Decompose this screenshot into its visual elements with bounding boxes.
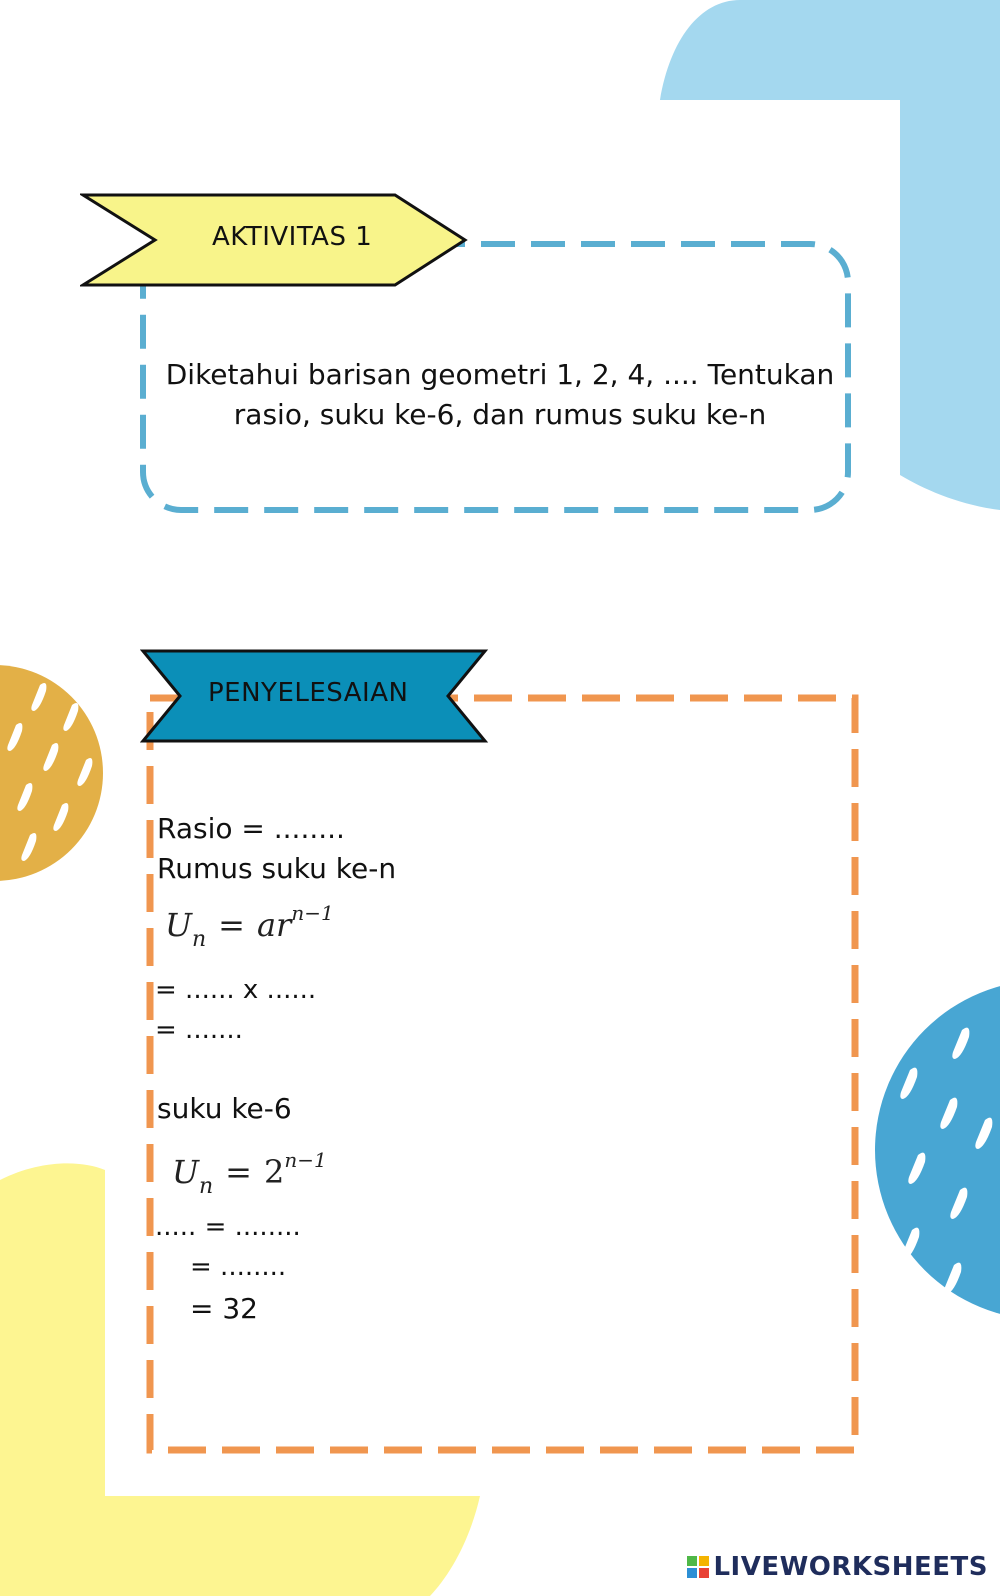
formula-specific: $U_n = 2^{n-1}$ [172,1148,327,1199]
calc-line-2: = ........ [190,1252,287,1282]
liveworksheets-brand [687,1552,988,1582]
rumus-label: Rumus suku ke-n [157,852,397,885]
activity-task-text: Diketahui barisan geometri 1, 2, 4, .... Tentukan rasio, suku ke-6, dan rumus suku ke-n [165,358,835,431]
step-multiply: = ...... x ...... [155,975,317,1005]
activity-title: AKTIVITAS 1 [212,222,373,252]
formula-general: $U_n = ar^{n-1}$ [165,901,334,952]
rasio-line: Rasio = ........ [157,812,345,845]
calc-line-3: = 32 [190,1292,258,1325]
calc-line-1: ..... = ........ [155,1212,301,1242]
solution-box [150,698,855,1450]
solution-title: PENYELESAIAN [208,678,409,708]
step-result: = ....... [155,1015,243,1045]
liveworksheets-logo-icon [687,1556,709,1578]
suku6-label: suku ke-6 [157,1092,292,1125]
brand-text: LIVEWORKSHEETS [713,1552,988,1582]
